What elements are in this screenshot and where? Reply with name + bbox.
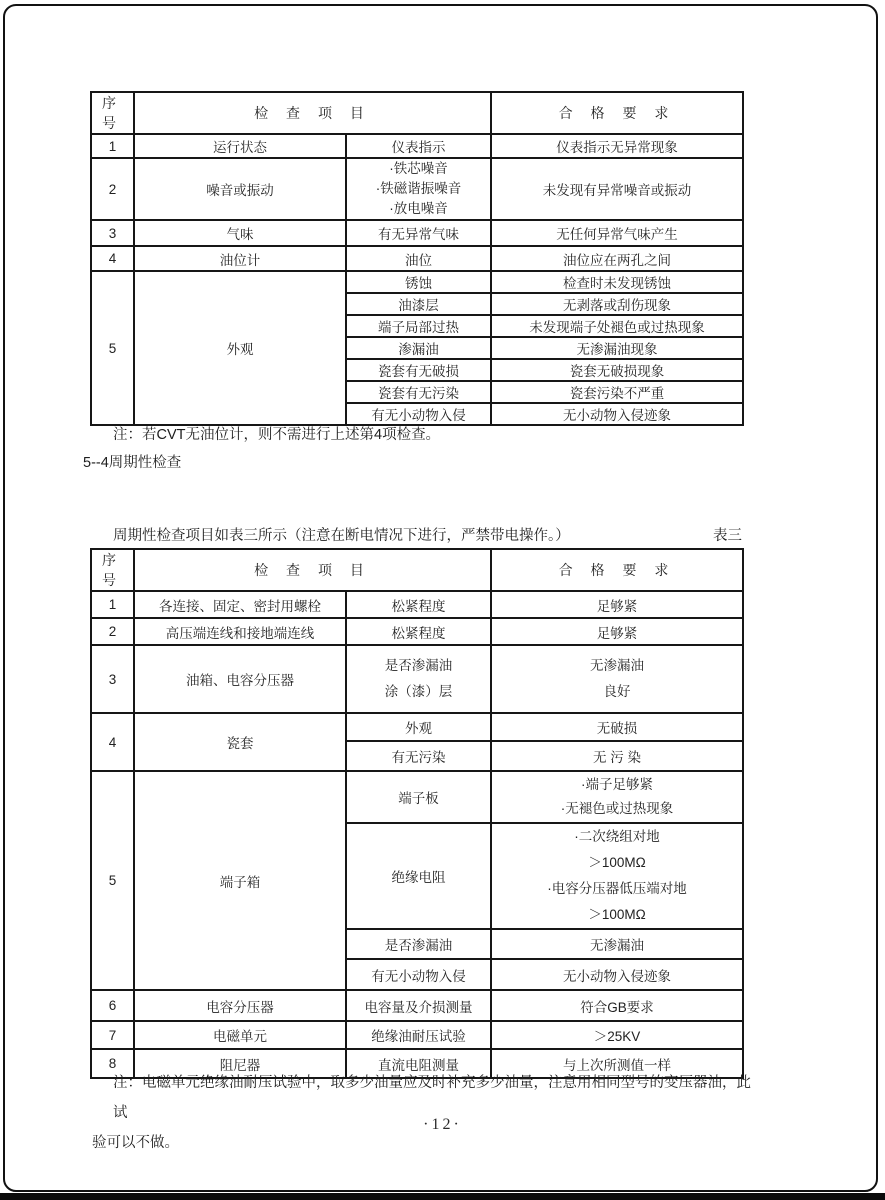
note-line: 注：电磁单元绝缘油耐压试验中，取多少油量应及时补充多少油量，注意用相同型号的变压器油，此试 bbox=[113, 1075, 751, 1121]
sub-line: ·铁芯噪音 bbox=[389, 161, 448, 176]
page-bottom-edge bbox=[0, 1193, 885, 1200]
cell-seq: 3 bbox=[91, 220, 134, 246]
cell-item: 运行状态 bbox=[134, 134, 346, 158]
table-a-note: 注：若CVT无油位计，则不需进行上述第4项检查。 bbox=[113, 427, 441, 443]
cell-item: 瓷套 bbox=[134, 713, 346, 771]
cell-sub: 松紧程度 bbox=[346, 591, 491, 618]
cell-seq: 4 bbox=[91, 713, 134, 771]
cell-sub: 松紧程度 bbox=[346, 618, 491, 645]
cell-item: 油位计 bbox=[134, 246, 346, 271]
cell-req: 未发现端子处褪色或过热现象 bbox=[491, 315, 743, 337]
page-number: ·12· bbox=[423, 1116, 462, 1133]
cell-sub: 电容量及介损测量 bbox=[346, 990, 491, 1021]
cell-sub: 有无小动物入侵 bbox=[346, 403, 491, 425]
periodic-check-table bbox=[90, 548, 744, 1079]
cell-seq: 5 bbox=[91, 271, 134, 425]
cell-req bbox=[491, 771, 743, 823]
table-b-caption-row bbox=[90, 524, 742, 545]
header-item: 检 查 项 目 bbox=[134, 92, 491, 134]
cell-seq: 2 bbox=[91, 618, 134, 645]
cell-req: 无破损 bbox=[491, 713, 743, 741]
cell-req: 足够紧 bbox=[491, 618, 743, 645]
cell-req: 未发现有异常噪音或振动 bbox=[491, 158, 743, 220]
cell-req bbox=[491, 645, 743, 713]
table-row bbox=[91, 158, 743, 220]
cell-item: 端子箱 bbox=[134, 771, 346, 990]
note-line: 验可以不做。 bbox=[92, 1135, 179, 1151]
table-header-row bbox=[91, 92, 743, 134]
operational-check-table bbox=[90, 91, 744, 426]
cell-sub bbox=[346, 645, 491, 713]
cell-sub: 瓷套有无污染 bbox=[346, 381, 491, 403]
cell-seq: 3 bbox=[91, 645, 134, 713]
cell-seq: 6 bbox=[91, 990, 134, 1021]
table-row bbox=[91, 134, 743, 158]
req-line: ＞100MΩ bbox=[588, 907, 646, 922]
table-row bbox=[91, 645, 743, 713]
cell-item: 各连接、固定、密封用螺栓 bbox=[134, 591, 346, 618]
cell-req: 无剥落或刮伤现象 bbox=[491, 293, 743, 315]
cell-item: 噪音或振动 bbox=[134, 158, 346, 220]
table-row bbox=[91, 271, 743, 293]
cell-item: 阻尼器 bbox=[134, 1049, 346, 1078]
cell-sub: 渗漏油 bbox=[346, 337, 491, 359]
cell-sub: 是否渗漏油 bbox=[346, 929, 491, 959]
sub-line: 涂（漆）层 bbox=[384, 684, 453, 699]
table-row bbox=[91, 1021, 743, 1049]
table-header-row bbox=[91, 549, 743, 591]
cell-sub: 瓷套有无破损 bbox=[346, 359, 491, 381]
cell-req: 检查时未发现锈蚀 bbox=[491, 271, 743, 293]
table-row bbox=[91, 990, 743, 1021]
cell-sub: 锈蚀 bbox=[346, 271, 491, 293]
table-row bbox=[91, 591, 743, 618]
req-line: 无渗漏油 bbox=[590, 658, 645, 673]
req-line: ·端子足够紧 bbox=[581, 777, 654, 792]
table-b-caption: 周期性检查项目如表三所示（注意在断电情况下进行，严禁带电操作。） bbox=[113, 528, 570, 544]
req-line: ·二次绕组对地 bbox=[574, 829, 660, 844]
cell-req: 瓷套污染不严重 bbox=[491, 381, 743, 403]
cell-req: 无渗漏油 bbox=[491, 929, 743, 959]
cell-seq: 4 bbox=[91, 246, 134, 271]
cell-item: 电磁单元 bbox=[134, 1021, 346, 1049]
table-b-label: 表三 bbox=[713, 528, 742, 544]
cell-sub: 有无小动物入侵 bbox=[346, 959, 491, 990]
cell-req: 油位应在两孔之间 bbox=[491, 246, 743, 271]
req-line: ·无褪色或过热现象 bbox=[560, 801, 674, 816]
cell-sub: 端子局部过热 bbox=[346, 315, 491, 337]
sub-line: ·放电噪音 bbox=[389, 201, 448, 216]
cell-req: 足够紧 bbox=[491, 591, 743, 618]
cell-sub: 直流电阻测量 bbox=[346, 1049, 491, 1078]
header-req: 合 格 要 求 bbox=[491, 92, 743, 134]
cell-item: 油箱、电容分压器 bbox=[134, 645, 346, 713]
header-req: 合 格 要 求 bbox=[491, 549, 743, 591]
cell-req: ＞25KV bbox=[491, 1021, 743, 1049]
cell-sub: 绝缘油耐压试验 bbox=[346, 1021, 491, 1049]
cell-seq: 1 bbox=[91, 134, 134, 158]
cell-req: 无渗漏油现象 bbox=[491, 337, 743, 359]
table-b-note bbox=[92, 1068, 757, 1158]
cell-sub: 仪表指示 bbox=[346, 134, 491, 158]
cell-sub: 有无异常气味 bbox=[346, 220, 491, 246]
cell-sub: 端子板 bbox=[346, 771, 491, 823]
cell-sub: 有无污染 bbox=[346, 741, 491, 771]
cell-item: 气味 bbox=[134, 220, 346, 246]
cell-item: 高压端连线和接地端连线 bbox=[134, 618, 346, 645]
cell-item: 电容分压器 bbox=[134, 990, 346, 1021]
cell-req: 符合GB要求 bbox=[491, 990, 743, 1021]
cell-seq: 8 bbox=[91, 1049, 134, 1078]
cell-req bbox=[491, 823, 743, 929]
table-row bbox=[91, 771, 743, 823]
header-seq: 序号 bbox=[91, 549, 134, 591]
cell-sub: 外观 bbox=[346, 713, 491, 741]
cell-seq: 5 bbox=[91, 771, 134, 990]
cell-item: 外观 bbox=[134, 271, 346, 425]
cell-sub: 油漆层 bbox=[346, 293, 491, 315]
cell-req: 无 污 染 bbox=[491, 741, 743, 771]
cell-sub: 绝缘电阻 bbox=[346, 823, 491, 929]
table-row bbox=[91, 246, 743, 271]
cell-req: 无任何异常气味产生 bbox=[491, 220, 743, 246]
sub-line: ·铁磁谐振噪音 bbox=[375, 181, 462, 196]
header-seq: 序号 bbox=[91, 92, 134, 134]
cell-seq: 2 bbox=[91, 158, 134, 220]
cell-sub bbox=[346, 158, 491, 220]
sub-line: 是否渗漏油 bbox=[384, 658, 453, 673]
cell-req: 无小动物入侵迹象 bbox=[491, 959, 743, 990]
req-line: ＞100MΩ bbox=[588, 855, 646, 870]
table-row bbox=[91, 713, 743, 741]
cell-req: 仪表指示无异常现象 bbox=[491, 134, 743, 158]
cell-seq: 1 bbox=[91, 591, 134, 618]
cell-seq: 7 bbox=[91, 1021, 134, 1049]
req-line: 良好 bbox=[603, 684, 631, 699]
req-line: ·电容分压器低压端对地 bbox=[547, 881, 687, 896]
header-item: 检 查 项 目 bbox=[134, 549, 491, 591]
cell-sub: 油位 bbox=[346, 246, 491, 271]
cell-req: 与上次所测值一样 bbox=[491, 1049, 743, 1078]
table-row bbox=[91, 220, 743, 246]
section-heading: 5--4周期性检查 bbox=[83, 455, 182, 471]
table-row bbox=[91, 618, 743, 645]
cell-req: 无小动物入侵迹象 bbox=[491, 403, 743, 425]
cell-req: 瓷套无破损现象 bbox=[491, 359, 743, 381]
